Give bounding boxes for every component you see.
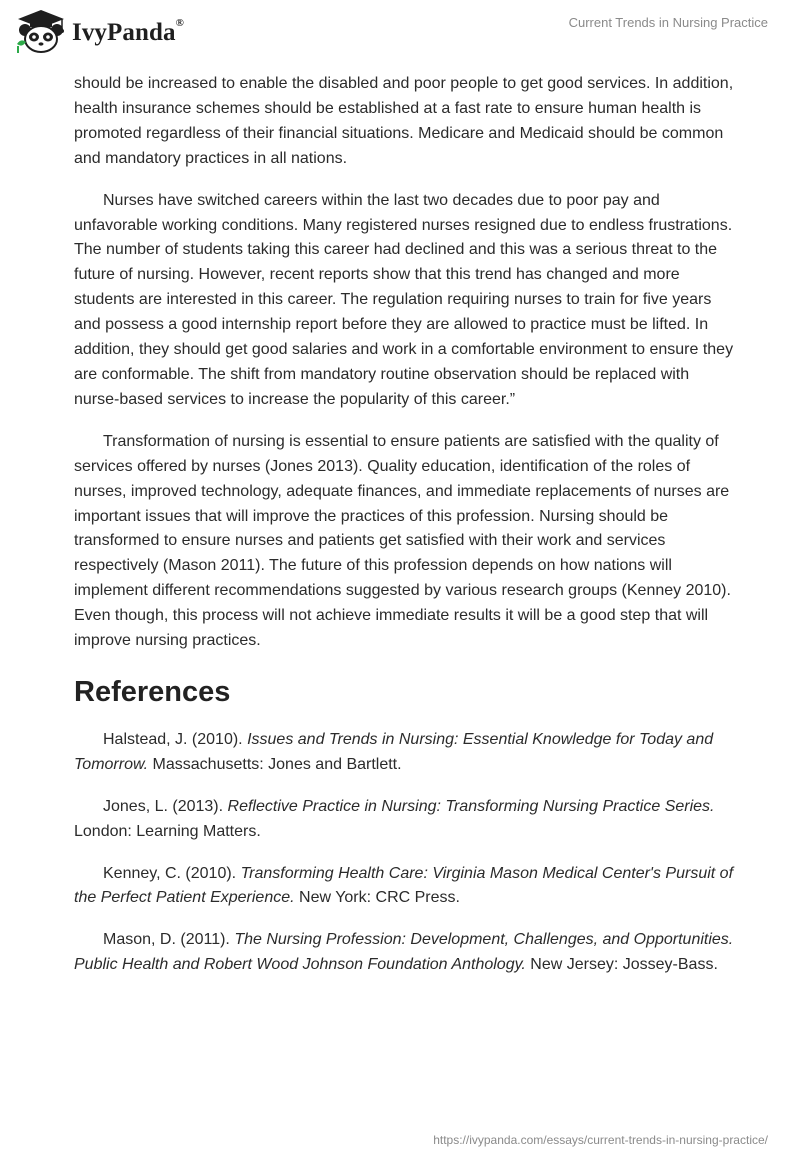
page-header (0, 0, 800, 60)
reference-author: Jones, L. (2013). (103, 797, 228, 815)
brand-name: IvyPanda® (72, 17, 184, 46)
brand-logo[interactable] (14, 8, 184, 54)
references-heading: References (74, 675, 231, 708)
reference-title: Issues and Trends in Nursing: Essential Knowledge for Today and Tomorrow. (74, 730, 714, 773)
reference-item (74, 928, 734, 978)
reference-title: The Nursing Profession: Development, Challenges, and Opportunities. Public Health and Robert Wood Johnson Foundation Anthology. (74, 931, 734, 974)
document-title: Current Trends in Nursing Practice (568, 15, 768, 30)
body-paragraph: should be increased to enable the disabled and poor people to get good services. In addition, health insurance schemes should be established at a fast rate to ensure human health is promoted regardless of their financial situations. Medicare and Medicaid should be common and mandatory practices in all nations. (74, 75, 734, 167)
source-url[interactable]: https://ivypanda.com/essays/current-trends-in-nursing-practice/ (433, 1133, 768, 1147)
reference-title: Reflective Practice in Nursing: Transforming Nursing Practice Series. (227, 797, 715, 815)
reference-publisher: Massachusetts: Jones and Bartlett. (148, 755, 402, 773)
reference-author: Halstead, J. (2010). (103, 730, 248, 748)
reference-author: Mason, D. (2011). (103, 931, 235, 949)
body-paragraph: Nurses have switched careers within the last two decades due to poor pay and unfavorable working conditions. Many registered nurses resigned due to endless frustrations. The number of students taking this career had declined and this was a serious threat to the future of nursing. However, recent reports show that this trend has changed and more students are interested in this career. The regulation requiring nurses to train for five years and possess a good internship report before they are allowed to practice must be lifted. In addition, they should get good salaries and work in a comfortable environment to ensure they are conformable. The shift from mandatory routine observation should be replaced with nurse-based services to increase the popularity of this career.” (74, 191, 734, 408)
reference-item (74, 795, 734, 845)
reference-publisher: New Jersey: Jossey-Bass. (525, 956, 718, 974)
reference-item (74, 728, 734, 778)
reference-publisher: New York: CRC Press. (294, 889, 460, 907)
reference-item (74, 862, 734, 912)
panda-graduate-icon (14, 8, 68, 54)
body-paragraph: Transformation of nursing is essential to ensure patients are satisfied with the quality of services offered by nurses (Jones 2013). Quality education, identification of the roles of nurses, improved technology, adequate finances, and immediate replacements of nurses are important issues that will improve the practices of this profession. Nursing should be transformed to ensure nurses and patients get satisfied with their work and services respectively (Mason 2011). The future of this profession depends on how nations will implement different recommendations suggested by various research groups (Kenney 2010). Even though, this process will not achieve immediate results it will be a good step that will improve nursing practices. (74, 432, 731, 650)
reference-title: Transforming Health Care: Virginia Mason Medical Center's Pursuit of the Perfect Patient Experience. (74, 864, 734, 907)
reference-author: Kenney, C. (2010). (103, 864, 241, 882)
essay-content (74, 72, 734, 995)
reference-publisher: London: Learning Matters. (74, 822, 261, 840)
